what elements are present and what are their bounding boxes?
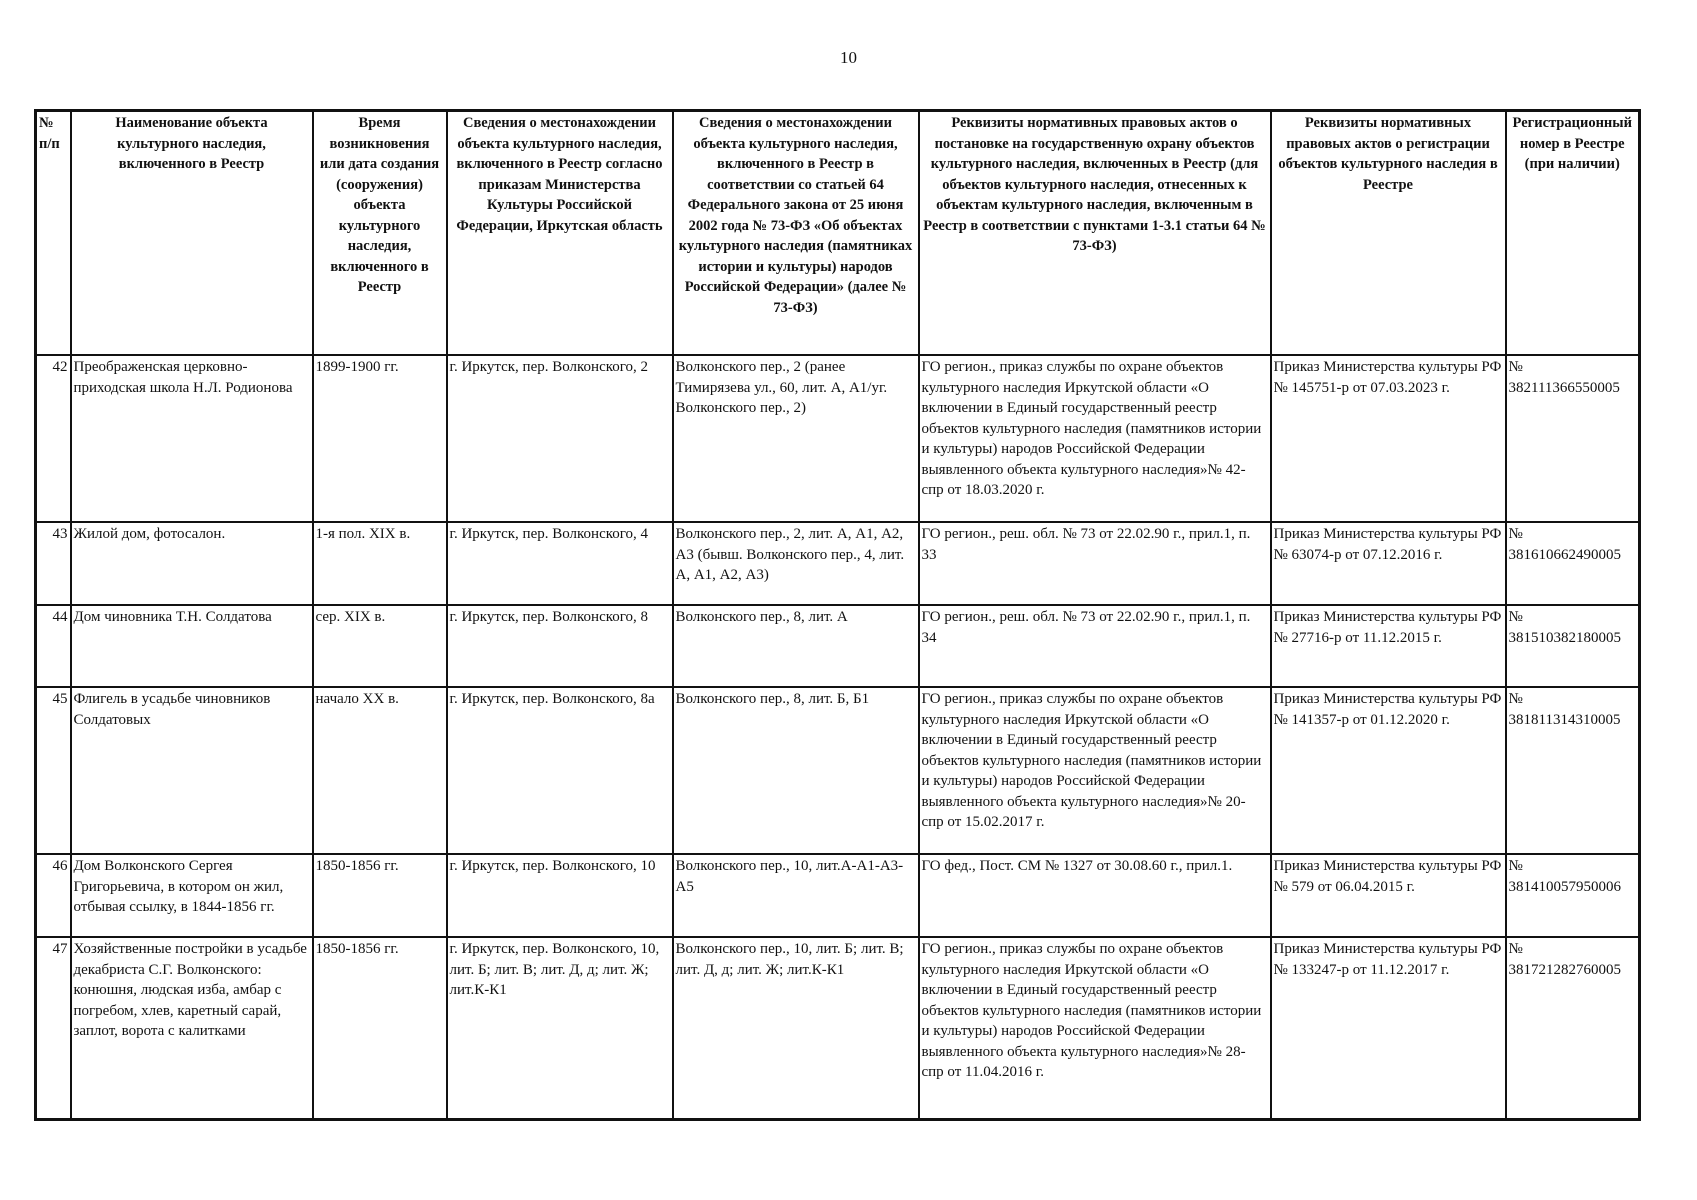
header-protection-act: Реквизиты нормативных правовых актов о постановке на государственную охрану объектов культурного наследия, включенных в Реестр (для объектов культурного наследия, отнесенных к объектам культурного наследия, включенным в Реестр в соответствии с пунктами 1-3.1 статьи 64 № 73-ФЗ): [919, 111, 1271, 356]
row-num: 43: [36, 522, 71, 605]
row-name: Преображенская церковно-приходская школа Н.Л. Родионова: [71, 355, 313, 522]
row-name: Жилой дом, фотосалон.: [71, 522, 313, 605]
row-location-law: Волконского пер., 8, лит. Б, Б1: [673, 687, 919, 854]
row-date: начало XX в.: [313, 687, 447, 854]
row-location-order: г. Иркутск, пер. Волконского, 2: [447, 355, 673, 522]
row-registration-act: Приказ Министерства культуры РФ № 133247-р от 11.12.2017 г.: [1271, 937, 1506, 1120]
table-row: [36, 687, 1640, 854]
row-num: 42: [36, 355, 71, 522]
table-row: [36, 854, 1640, 937]
row-registration-act: Приказ Министерства культуры РФ № 27716-р от 11.12.2015 г.: [1271, 605, 1506, 687]
row-name: Флигель в усадьбе чиновников Солдатовых: [71, 687, 313, 854]
row-num: 45: [36, 687, 71, 854]
row-date: 1850-1856 гг.: [313, 854, 447, 937]
row-location-order: г. Иркутск, пер. Волконского, 10: [447, 854, 673, 937]
row-num: 47: [36, 937, 71, 1120]
row-reg-number: № 382111366550005: [1506, 355, 1640, 522]
row-location-law: Волконского пер., 2, лит. А, А1, А2, А3 (бывш. Волконского пер., 4, лит. А, А1, А2, А3): [673, 522, 919, 605]
header-date: Время возникновения или дата создания (сооружения) объекта культурного наследия, включенного в Реестр: [313, 111, 447, 356]
row-location-order: г. Иркутск, пер. Волконского, 10, лит. Б; лит. В; лит. Д, д; лит. Ж; лит.К-К1: [447, 937, 673, 1120]
row-reg-number: № 381610662490005: [1506, 522, 1640, 605]
table-row: [36, 937, 1640, 1120]
table-row: [36, 605, 1640, 687]
row-date: 1-я пол. XIX в.: [313, 522, 447, 605]
row-reg-number: № 381721282760005: [1506, 937, 1640, 1120]
row-protection-act: ГО регион., приказ службы по охране объектов культурного наследия Иркутской области «О включении в Единый государственный реестр объектов культурного наследия (памятников истории и культуры) народов Российской Федерации выявленного объекта культурного наследия»№ 28-спр от 11.04.2016 г.: [919, 937, 1271, 1120]
page-number: 10: [840, 48, 857, 67]
row-protection-act: ГО регион., реш. обл. № 73 от 22.02.90 г., прил.1, п. 34: [919, 605, 1271, 687]
row-location-law: Волконского пер., 10, лит.А-А1-А3-А5: [673, 854, 919, 937]
row-reg-number: № 381510382180005: [1506, 605, 1640, 687]
row-num: 44: [36, 605, 71, 687]
row-name: Хозяйственные постройки в усадьбе декабриста С.Г. Волконского: конюшня, людская изба, амбар с погребом, хлев, каретный сарай, заплот, ворота с калитками: [71, 937, 313, 1120]
row-registration-act: Приказ Министерства культуры РФ № 63074-р от 07.12.2016 г.: [1271, 522, 1506, 605]
header-registration-act: Реквизиты нормативных правовых актов о регистрации объектов культурного наследия в Реестре: [1271, 111, 1506, 356]
header-location-law: Сведения о местонахождении объекта культурного наследия, включенного в Реестр в соответствии со статьей 64 Федерального закона от 25 июня 2002 года № 73-ФЗ «Об объектах культурного наследия (памятниках истории и культуры) народов Российской Федерации» (далее № 73-ФЗ): [673, 111, 919, 356]
heritage-registry-table: [34, 109, 1641, 1121]
table-row: [36, 522, 1640, 605]
row-protection-act: ГО фед., Пост. СМ № 1327 от 30.08.60 г., прил.1.: [919, 854, 1271, 937]
row-protection-act: ГО регион., приказ службы по охране объектов культурного наследия Иркутской области «О включении в Единый государственный реестр объектов культурного наследия (памятников истории и культуры) народов Российской Федерации выявленного объекта культурного наследия»№ 42-спр от 18.03.2020 г.: [919, 355, 1271, 522]
row-registration-act: Приказ Министерства культуры РФ № 579 от 06.04.2015 г.: [1271, 854, 1506, 937]
row-location-law: Волконского пер., 8, лит. А: [673, 605, 919, 687]
row-registration-act: Приказ Министерства культуры РФ № 141357-р от 01.12.2020 г.: [1271, 687, 1506, 854]
row-location-law: Волконского пер., 10, лит. Б; лит. В; лит. Д, д; лит. Ж; лит.К-К1: [673, 937, 919, 1120]
header-row: [36, 111, 1640, 356]
header-reg-number: Регистрационный номер в Реестре (при наличии): [1506, 111, 1640, 356]
row-registration-act: Приказ Министерства культуры РФ № 145751-р от 07.03.2023 г.: [1271, 355, 1506, 522]
row-num: 46: [36, 854, 71, 937]
row-location-law: Волконского пер., 2 (ранее Тимирязева ул., 60, лит. А, А1/уг. Волконского пер., 2): [673, 355, 919, 522]
row-date: 1899-1900 гг.: [313, 355, 447, 522]
table-header: [36, 111, 1640, 356]
header-name: Наименование объекта культурного наследия, включенного в Реестр: [71, 111, 313, 356]
table-row: [36, 355, 1640, 522]
header-num: № п/п: [36, 111, 71, 356]
row-date: сер. XIX в.: [313, 605, 447, 687]
row-name: Дом Волконского Сергея Григорьевича, в котором он жил, отбывая ссылку, в 1844-1856 гг.: [71, 854, 313, 937]
row-location-order: г. Иркутск, пер. Волконского, 4: [447, 522, 673, 605]
row-reg-number: № 381410057950006: [1506, 854, 1640, 937]
header-location-order: Сведения о местонахождении объекта культурного наследия, включенного в Реестр согласно приказам Министерства Культуры Российской Федерации, Иркутская область: [447, 111, 673, 356]
row-reg-number: № 381811314310005: [1506, 687, 1640, 854]
row-protection-act: ГО регион., реш. обл. № 73 от 22.02.90 г., прил.1, п. 33: [919, 522, 1271, 605]
row-location-order: г. Иркутск, пер. Волконского, 8а: [447, 687, 673, 854]
row-date: 1850-1856 гг.: [313, 937, 447, 1120]
table-body: [36, 355, 1640, 1120]
row-name: Дом чиновника Т.Н. Солдатова: [71, 605, 313, 687]
row-location-order: г. Иркутск, пер. Волконского, 8: [447, 605, 673, 687]
row-protection-act: ГО регион., приказ службы по охране объектов культурного наследия Иркутской области «О включении в Единый государственный реестр объектов культурного наследия (памятников истории и культуры) народов Российской Федерации выявленного объекта культурного наследия»№ 20-спр от 15.02.2017 г.: [919, 687, 1271, 854]
